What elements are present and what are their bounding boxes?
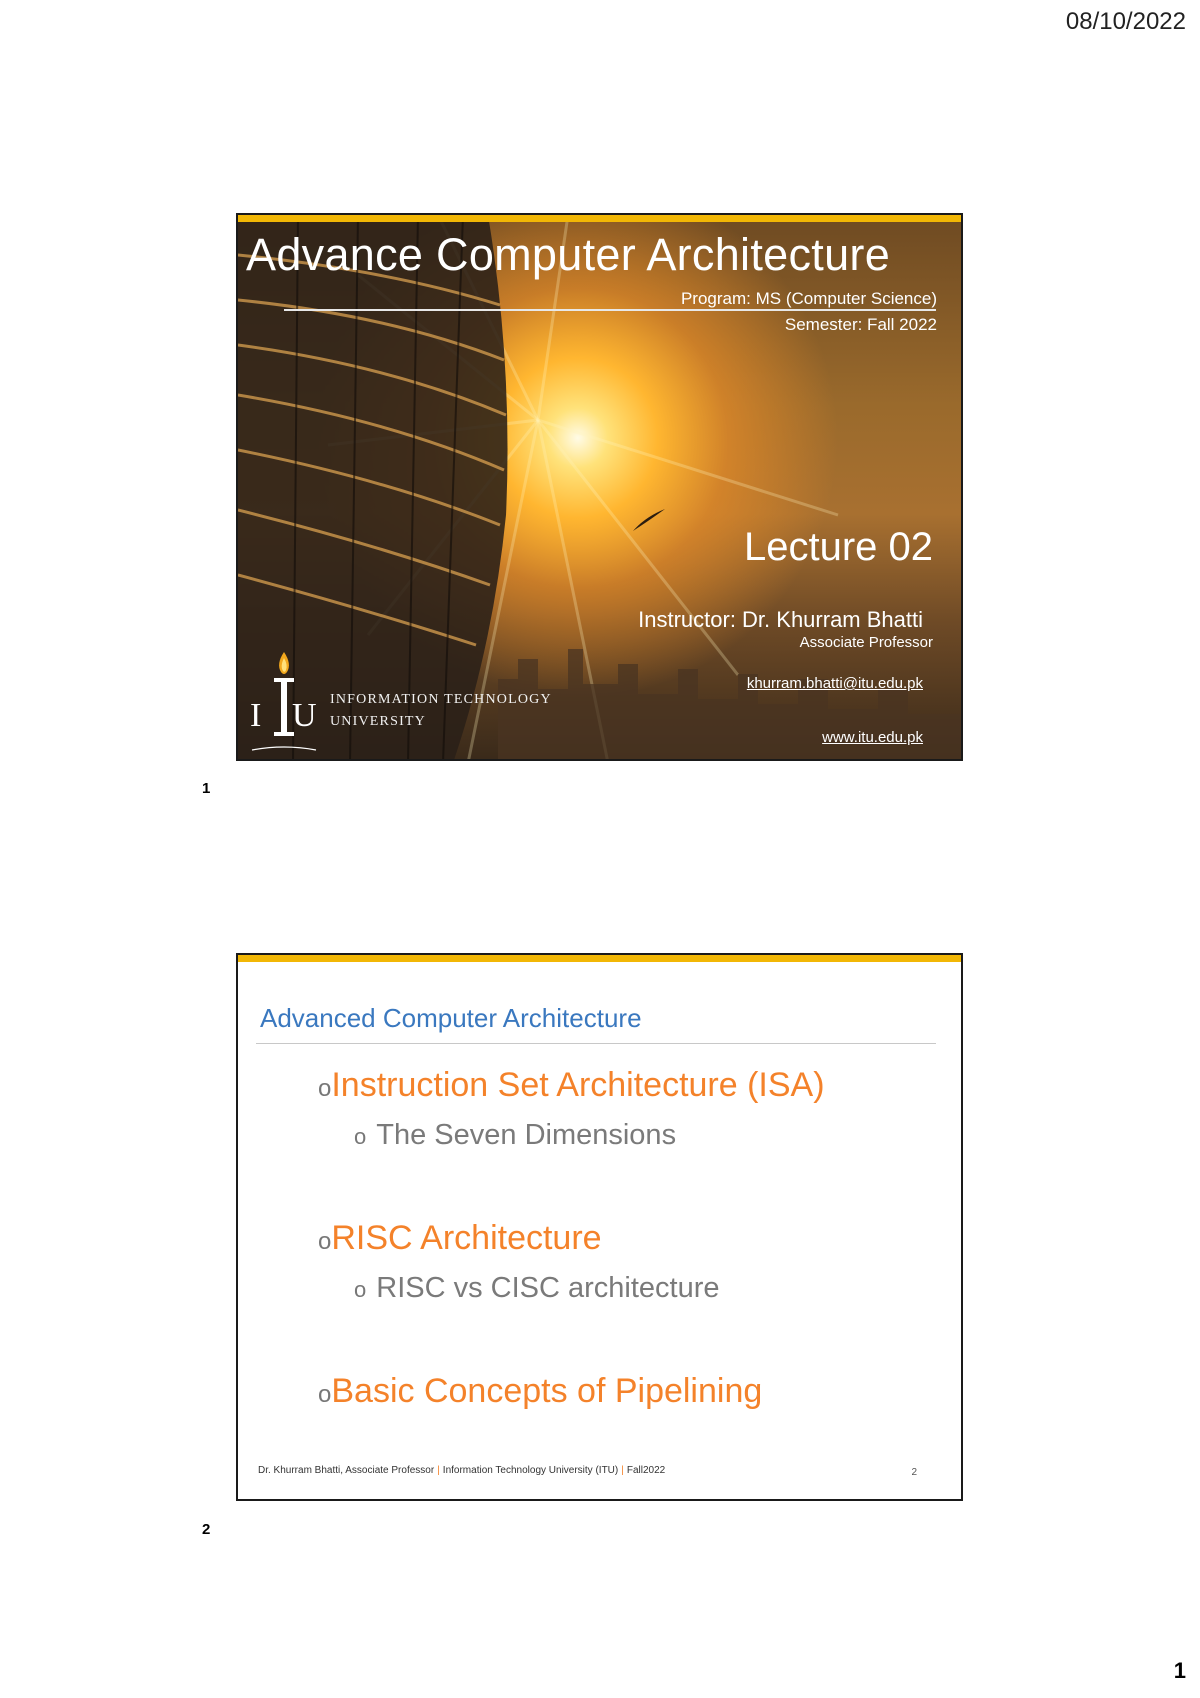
bird-icon [631,507,667,533]
bullet-icon: o [354,1277,367,1302]
bullet-icon: o [318,1075,332,1102]
instructor-email-link[interactable]: khurram.bhatti@itu.edu.pk [746,675,923,692]
itu-logo-icon [248,650,320,760]
footer-slide-number: 2 [911,1467,917,1478]
slide-title: Advance Computer Architecture [246,229,891,280]
footer-author: Dr. Khurram Bhatti, Associate Professor [258,1465,435,1476]
university-website-link[interactable]: www.itu.edu.pk [822,729,923,746]
header-divider [256,1043,936,1044]
list-item [318,1066,825,1105]
program-text: Program: MS (Computer Science) [680,289,937,308]
instructor-position: Associate Professor [799,634,933,651]
slide-accent-bar [238,955,961,962]
svg-text:I: I [250,697,262,734]
list-item-text: Instruction Set Architecture (ISA) [331,1066,825,1104]
instructor-name: Instructor: Dr. Khurram Bhatti [638,607,923,632]
sub-list-item [354,1119,676,1152]
slide-number-label: 2 [202,1521,211,1538]
sub-item-text: The Seven Dimensions [376,1119,677,1151]
bullet-icon: o [354,1124,367,1149]
university-name-line1: INFORMATION TECHNOLOGY [330,692,552,707]
svg-text:U: U [292,697,317,734]
page-date: 08/10/2022 [1065,8,1186,35]
slide-accent-bar [238,215,961,222]
sub-item-text: RISC vs CISC architecture [376,1272,720,1304]
list-item [318,1372,762,1411]
title-slide [236,213,963,761]
slide-footer: Dr. Khurram Bhatti, Associate Professor | Information Technology University (ITU) | Fall2022 [258,1465,666,1476]
semester-text: Semester: Fall 2022 [784,315,937,334]
list-item [318,1219,602,1258]
bullet-icon: o [318,1381,332,1408]
sub-list-item [354,1272,720,1305]
bullet-icon: o [318,1228,332,1255]
slide-header: Advanced Computer Architecture [260,1003,642,1033]
content-slide [236,953,963,1501]
page-number: 1 [1173,1658,1186,1683]
footer-institution: Information Technology University (ITU) [442,1465,619,1476]
list-item-text: RISC Architecture [331,1219,602,1257]
university-name-line2: UNIVERSITY [330,714,426,729]
slide-number-label: 1 [202,780,211,797]
footer-term: Fall2022 [626,1465,666,1476]
list-item-text: Basic Concepts of Pipelining [331,1372,763,1410]
lecture-number: Lecture 02 [743,525,933,569]
title-divider [284,309,936,311]
